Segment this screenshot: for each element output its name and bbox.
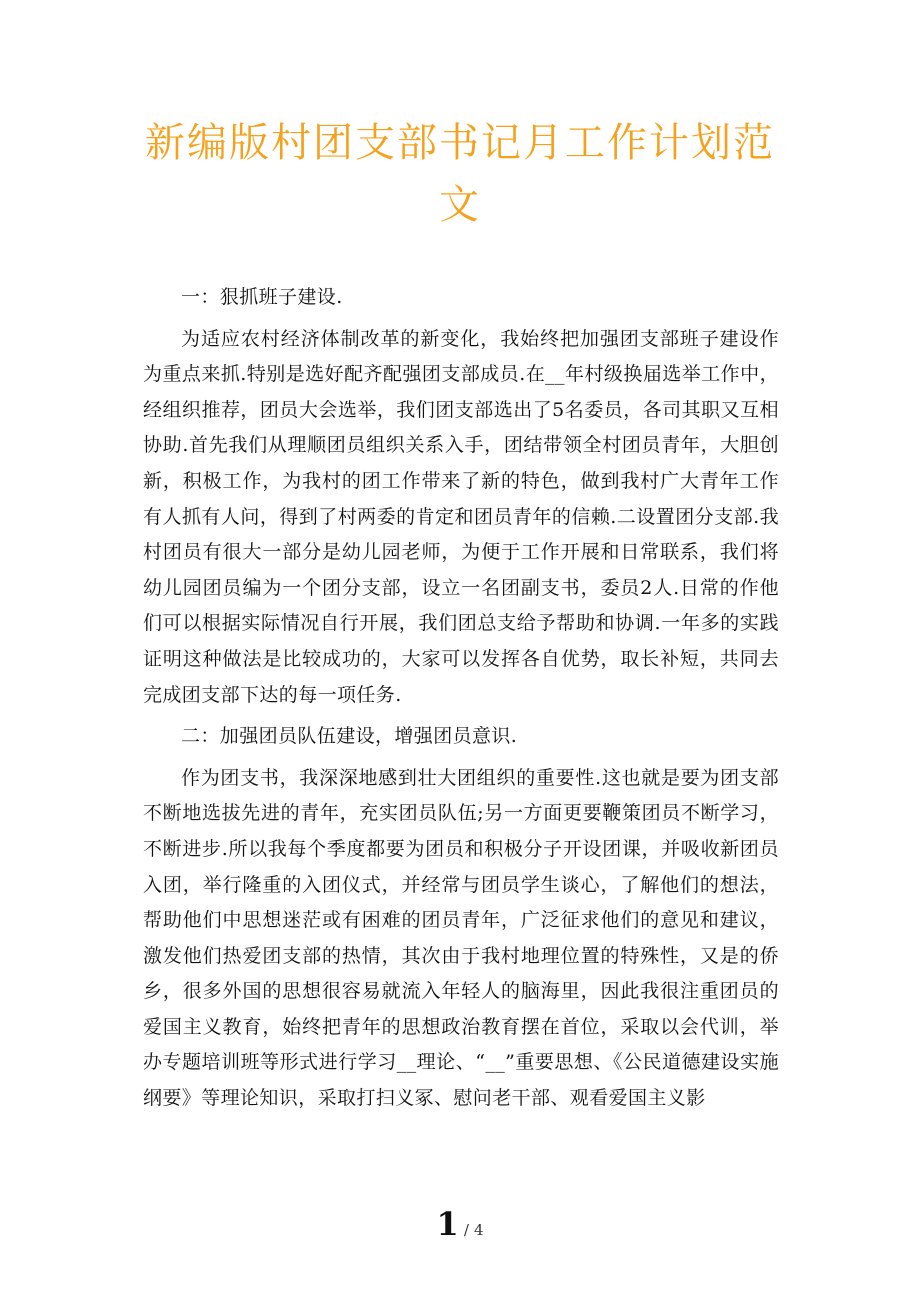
total-pages: 4 bbox=[473, 1221, 484, 1239]
section-heading-1: 一：狠抓班子建设. bbox=[181, 286, 343, 308]
section-heading-2: 二：加强团员队伍建设，增强团员意识. bbox=[181, 725, 518, 748]
document-title bbox=[130, 112, 790, 236]
page-number: 1 bbox=[436, 1205, 459, 1243]
paragraph-1: 为适应农村经济体制改革的新变化，我始终把加强团支部班子建设作为重点来抓.特别是选好配齐配强团支部成员.在__年村级换届选举工作中，经组织推荐，团员大会选举，我们团支部选出了5名委员，各司其职又互相协助.首先我们从理顺团员组织关系入手，团结带领全村团员青年，大胆创新，积极工作，为我村的团工作带来了新的特色，做到我村广大青年工作有人抓有人问，得到了村两委的肯定和团员青年的信赖.二设置团分支部.我村团员有很大一部分是幼儿园老师，为便于工作开展和日常联系，我们将幼儿园团员编为一个团分支部，设立一名团副支书，委员2人.日常的作他们可以根据实际情况自行开展，我们团总支给予帮助和协调.一年多的实践证明这种做法是比较成功的，大家可以发挥各自优势，取长补短，共同去完成团支部下达的每一项任务. bbox=[143, 327, 779, 706]
title-line-1: 新编版村团支部书记月工作计划范 bbox=[145, 120, 775, 166]
page-separator: / bbox=[463, 1221, 469, 1239]
document-body bbox=[143, 280, 779, 1123]
title-line-2: 文 bbox=[439, 182, 481, 228]
paragraph-2: 作为团支书，我深深地感到壮大团组织的重要性.这也就是要为团支部不断地选拔先进的青年，充实团员队伍;另一方面更要鞭策团员不断学习，不断进步.所以我每个季度都要为团员和积极分子开设团课，并吸收新团员入团，举行隆重的入团仪式，并经常与团员学生谈心，了解他们的想法，帮助他们中思想迷茫或有困难的团员青年，广泛征求他们的意见和建议，激发他们热爱团支部的热情，其次由于我村地理位置的特殊性，又是的侨乡，很多外国的思想很容易就流入年轻人的脑海里，因此我很注重团员的爱国主义教育，始终把青年的思想政治教育摆在首位，采取以会代训，举办专题培训班等形式进行学习__理论、“__”重要思想、《公民道德建设实施纲要》等理论知识，采取打扫义冢、慰问老干部、观看爱国主义影 bbox=[143, 766, 779, 1110]
page-footer bbox=[0, 1205, 920, 1243]
